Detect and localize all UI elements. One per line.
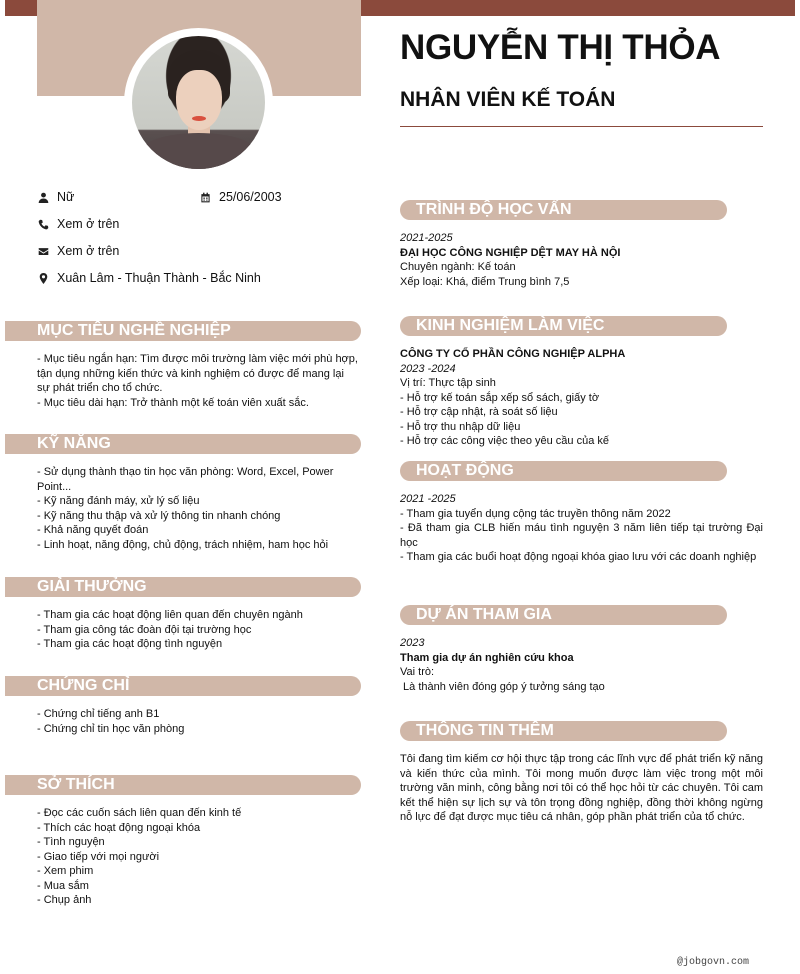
calendar-icon <box>199 191 211 203</box>
section-heading-objective: MỤC TIÊU NGHỀ NGHIỆP <box>5 321 361 341</box>
hobbies-content: - Đọc các cuốn sách liên quan đến kinh tế - Thích các hoạt động ngoại khóa - Tình nguyện - Giao tiếp với mọi người - Xem phim - Mua sắm - Chụp ảnh <box>37 807 242 906</box>
map-pin-icon <box>37 272 49 284</box>
section-heading-awards: GIẢI THƯỞNG <box>5 577 361 597</box>
watermark: @jobgovn.com <box>677 957 750 968</box>
education-content: 2021-2025 ĐẠI HỌC CÔNG NGHIỆP DỆT MAY HÀ NỘI Chuyên ngành: Kế toán Xếp loại: Khá, điểm Trung bình 7,5 <box>400 232 621 288</box>
projects-content: 2023 Tham gia dự án nghiên cứu khoa Vai trò: Là thành viên đóng góp ý tưởng sáng tạo <box>400 637 605 693</box>
person-icon <box>37 191 49 203</box>
phone-icon <box>37 218 49 230</box>
section-heading-hobbies: SỞ THÍCH <box>5 775 361 795</box>
envelope-icon <box>37 245 49 257</box>
candidate-name: NGUYỄN THỊ THỎA <box>400 28 721 67</box>
info-email: Xem ở trên <box>37 244 119 258</box>
more-info-content: Tôi đang tìm kiếm cơ hội thực tập trong các lĩnh vực để phát triển kỹ năng và kiến thức của mình. Tôi mong muốn được làm việc trong một môi trường văn minh, công bằng nơi tôi có thể học hỏi từ các chuyên. Tôi cam kết thể hiện sự lịch sự và tôn trọng đồng nghiệp, đồng thời không ngừng nỗ lực để đạt được mục tiêu cá nhân, góp phần phát triển của tổ chức. <box>400 753 763 823</box>
info-phone: Xem ở trên <box>37 217 119 231</box>
info-gender: Nữ <box>37 190 74 204</box>
avatar <box>132 36 265 169</box>
objective-content: - Mục tiêu ngắn hạn: Tìm được môi trường làm việc mới phù hợp, tận dụng những kiến thức và kinh nghiệm có được để mang lại sự phát triển cho tổ chức. - Mục tiêu dài hạn: Trở thành một kế toán viên xuất sắc. <box>37 353 358 409</box>
section-heading-experience: KINH NGHIỆM LÀM VIỆC <box>400 316 727 336</box>
section-heading-more-info: THÔNG TIN THÊM <box>400 721 727 741</box>
info-birthday: 25/06/2003 <box>199 190 282 204</box>
activities-content: 2021 -2025 - Tham gia tuyển dụng cộng tác truyền thông năm 2022 - Đã tham gia CLB hiến máu tình nguyện 3 năm liên tiếp tại trường Đại học - Tham gia các buổi hoạt động ngoại khóa giao lưu với các doanh nghiệp <box>400 493 763 563</box>
certificates-content: - Chứng chỉ tiếng anh B1 - Chứng chỉ tin học văn phòng <box>37 708 185 735</box>
section-heading-certificates: CHỨNG CHỈ <box>5 676 361 696</box>
section-heading-projects: DỰ ÁN THAM GIA <box>400 605 727 625</box>
header-divider <box>400 126 763 127</box>
candidate-role: NHÂN VIÊN KẾ TOÁN <box>400 88 616 111</box>
skills-content: - Sử dụng thành thạo tin học văn phòng: Word, Excel, Power Point... - Kỹ năng đánh máy, xử lý số liệu - Kỹ năng thu thập và xử lý thông tin nhanh chóng - Khả năng quyết đoán - Linh hoạt, năng động, chủ động, trách nhiệm, ham học hỏi <box>37 466 334 551</box>
awards-content: - Tham gia các hoạt động liên quan đến chuyên ngành - Tham gia công tác đoàn đội tại trường học - Tham gia các hoạt động tình nguyện <box>37 609 303 650</box>
section-heading-activities: HOẠT ĐỘNG <box>400 461 727 481</box>
section-heading-skills: KỸ NĂNG <box>5 434 361 454</box>
experience-content: CÔNG TY CỔ PHẦN CÔNG NGHIỆP ALPHA 2023 -2024 Vị trí: Thực tập sinh - Hỗ trợ kế toán sắp xếp sổ sách, giấy tờ - Hỗ trợ cập nhật, rà soát số liệu - Hỗ trợ thu nhập dữ liệu - Hỗ trợ các công việc theo yêu cầu của kế <box>400 348 626 447</box>
info-address: Xuân Lâm - Thuận Thành - Bắc Ninh <box>37 271 261 285</box>
section-heading-education: TRÌNH ĐỘ HỌC VẤN <box>400 200 727 220</box>
